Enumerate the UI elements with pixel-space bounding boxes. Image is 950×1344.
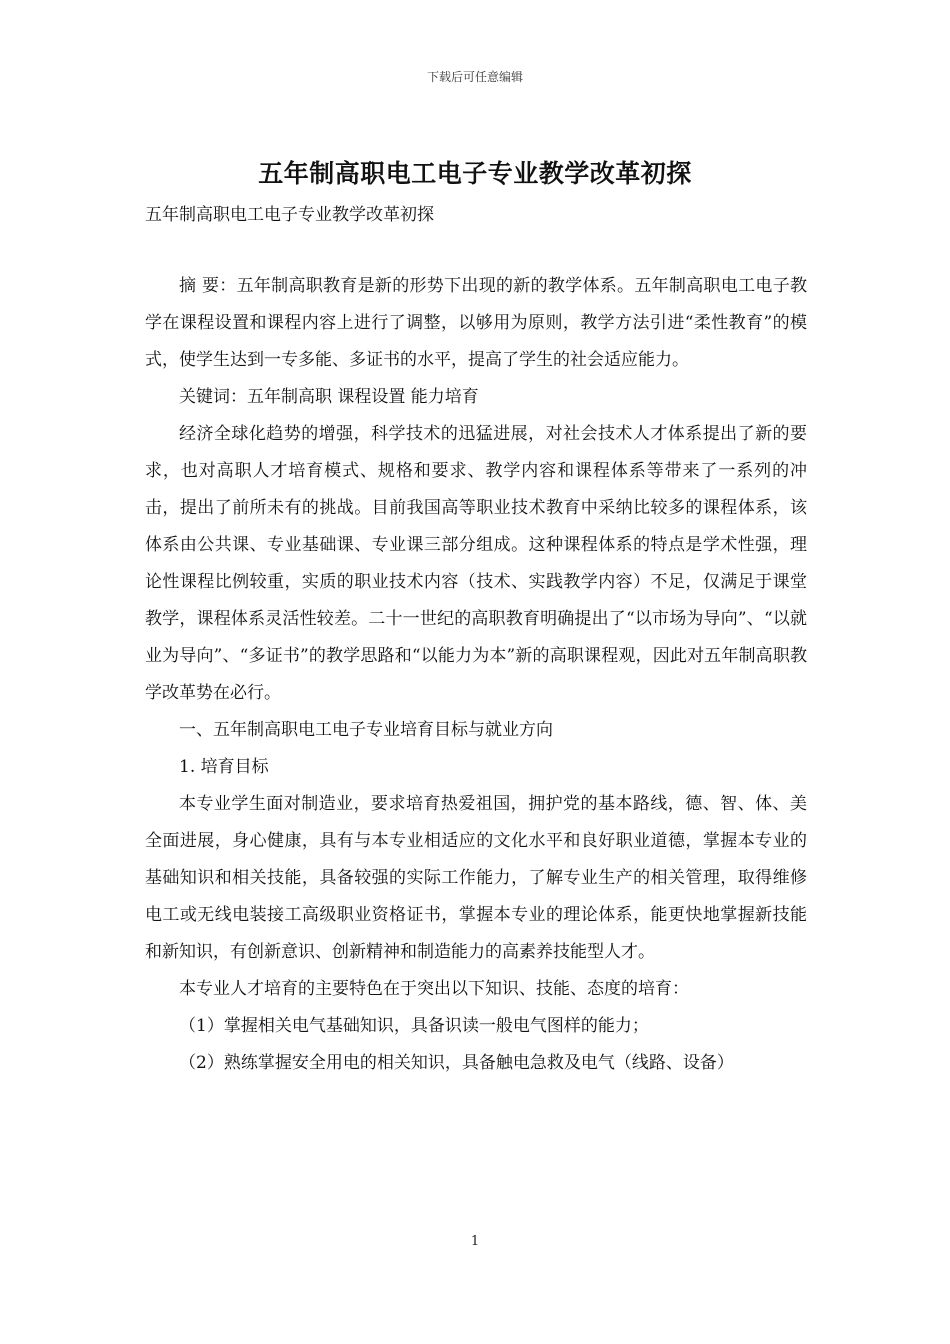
abstract-paragraph: 摘 要：五年制高职教育是新的形势下出现的新的教学体系。五年制高职电工电子教学在课程设置和课程内容上进行了调整，以够用为原则，教学方法引进“柔性教育”的模式，使学生达到一专多能、多证书的水平，提高了学生的社会适应能力。 xyxy=(145,276,807,370)
document-body xyxy=(145,268,807,1082)
list-item: （1）掌握相关电气基础知识，具备识读一般电气图样的能力； xyxy=(179,1016,649,1036)
keywords-paragraph: 关键词：五年制高职 课程设置 能力培育 xyxy=(179,387,479,407)
list-item: （2）熟练掌握安全用电的相关知识，具备触电急救及电气（线路、设备） xyxy=(179,1053,734,1073)
page-header-note: 下载后可任意编辑 xyxy=(426,70,523,84)
document-subtitle: 五年制高职电工电子专业教学改革初探 xyxy=(145,205,434,225)
page-number: 1 xyxy=(470,1234,480,1249)
section-heading: 一、五年制高职电工电子专业培育目标与就业方向 xyxy=(179,720,553,740)
document-title: 五年制高职电工电子专业教学改革初探 xyxy=(258,159,692,188)
body-paragraph: 本专业人才培育的主要特色在于突出以下知识、技能、态度的培育： xyxy=(179,979,689,999)
subsection-heading: 1. 培育目标 xyxy=(179,757,269,777)
body-paragraph: 经济全球化趋势的增强，科学技术的迅猛进展，对社会技术人才体系提出了新的要求，也对高职人才培育模式、规格和要求、教学内容和课程体系等带来了一系列的冲击，提出了前所未有的挑战。目前我国高等职业技术教育中采纳比较多的课程体系，该体系由公共课、专业基础课、专业课三部分组成。这种课程体系的特点是学术性强，理论性课程比例较重，实质的职业技术内容（技术、实践教学内容）不足，仅满足于课堂教学，课程体系灵活性较差。二十一世纪的高职教育明确提出了“以市场为导向”、“以就业为导向”、“多证书”的教学思路和“以能力为本”新的高职课程观，因此对五年制高职教学改革势在必行。 xyxy=(145,424,807,703)
body-paragraph: 本专业学生面对制造业，要求培育热爱祖国，拥护党的基本路线，德、智、体、美全面进展，身心健康，具有与本专业相适应的文化水平和良好职业道德，掌握本专业的基础知识和相关技能，具备较强的实际工作能力，了解专业生产的相关管理，取得维修电工或无线电装接工高级职业资格证书，掌握本专业的理论体系，能更快地掌握新技能和新知识，有创新意识、创新精神和制造能力的高素养技能型人才。 xyxy=(145,794,807,962)
